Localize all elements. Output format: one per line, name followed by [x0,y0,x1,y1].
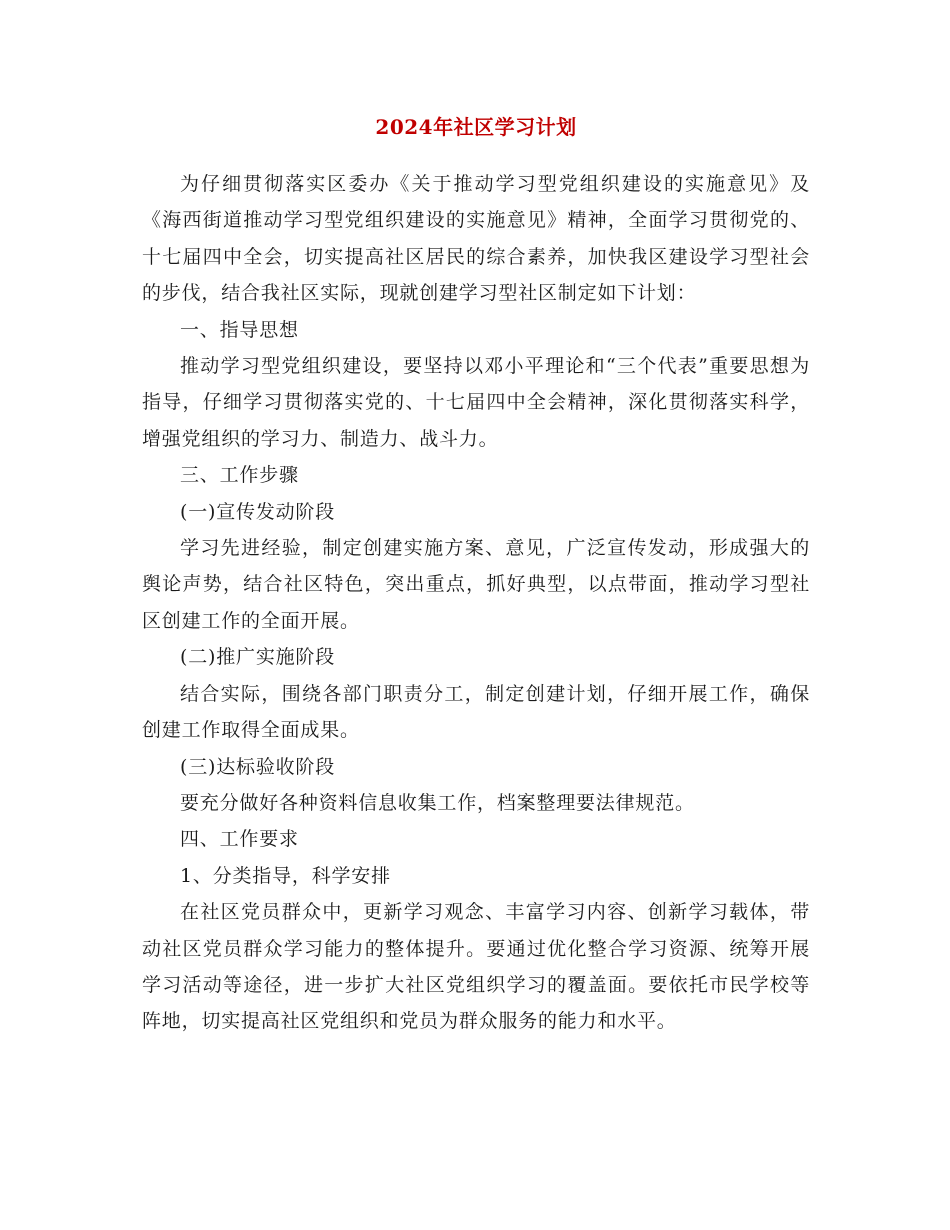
subheading-implementation-stage: (二)推广实施阶段 [180,646,336,669]
document-title: 2024年社区学习计划 [375,115,577,139]
implementation-stage-paragraph: 结合实际，围绕各部门职责分工，制定创建计划，仔细开展工作，确保创建工作取得全面成果。 [142,682,810,742]
guiding-ideology-paragraph: 推动学习型党组织建设，要坚持以邓小平理论和“三个代表”重要思想为指导，仔细学习贯彻落实党的、十七届四中全会精神，深化贯彻落实科学，增强党组织的学习力、制造力、战斗力。 [142,355,810,450]
intro-paragraph: 为仔细贯彻落实区委办《关于推动学习型党组织建设的实施意见》及《海西街道推动学习型党组织建设的实施意见》精神，全面学习贯彻党的、十七届四中全会，切实提高社区居民的综合素养，加快我区建设学习型社会的步伐，结合我社区实际，现就创建学习型社区制定如下计划： [142,173,810,305]
section-heading-work-steps: 三、工作步骤 [180,464,299,487]
subheading-classified-guidance: 1、分类指导，科学安排 [180,864,391,887]
section-heading-guiding-ideology: 一、指导思想 [180,318,299,341]
subheading-publicity-stage: (一)宣传发动阶段 [180,500,336,523]
section-heading-work-requirements: 四、工作要求 [180,828,299,851]
acceptance-stage-paragraph: 要充分做好各种资料信息收集工作，档案整理要法律规范。 [180,791,695,814]
subheading-acceptance-stage: (三)达标验收阶段 [180,755,336,778]
publicity-stage-paragraph: 学习先进经验，制定创建实施方案、意见，广泛宣传发动，形成强大的舆论声势，结合社区特色，突出重点，抓好典型，以点带面，推动学习型社区创建工作的全面开展。 [142,537,810,632]
document-page [142,108,810,1040]
classified-guidance-paragraph: 在社区党员群众中，更新学习观念、丰富学习内容、创新学习载体，带动社区党员群众学习能力的整体提升。要通过优化整合学习资源、统筹开展学习活动等途径，进一步扩大社区党组织学习的覆盖面。要依托市民学校等阵地，切实提高社区党组织和党员为群众服务的能力和水平。 [142,901,810,1033]
